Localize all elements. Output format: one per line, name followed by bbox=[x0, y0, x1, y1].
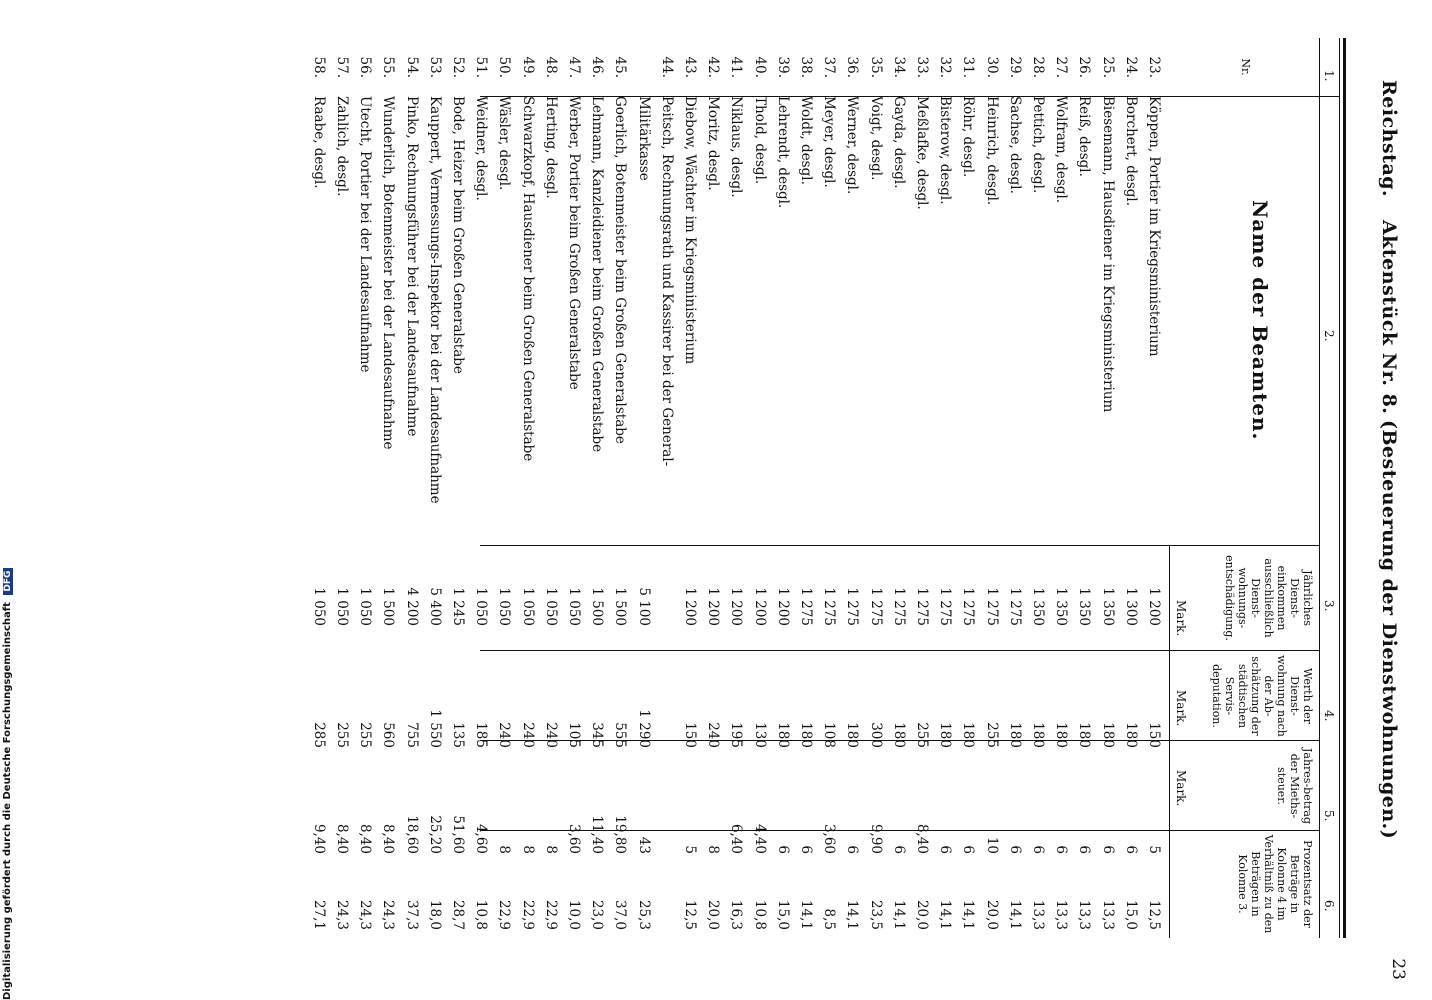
row-name: Gayda, desgl. bbox=[890, 96, 907, 189]
row-housing-value: 240 bbox=[496, 722, 513, 748]
row-rent-tax: 8,40 bbox=[357, 823, 374, 854]
row-housing-value: 180 bbox=[1076, 722, 1093, 748]
table-row bbox=[978, 38, 1000, 938]
row-name: Moritz, desgl. bbox=[705, 96, 722, 191]
row-income: 1 050 bbox=[310, 587, 327, 626]
table-row bbox=[954, 38, 976, 938]
table-row bbox=[1001, 38, 1023, 938]
row-percentage: 37,3 bbox=[403, 899, 420, 930]
row-percentage: 25,3 bbox=[635, 899, 652, 930]
col4-unit: Mark. bbox=[1174, 690, 1188, 727]
row-housing-value: 180 bbox=[937, 722, 954, 748]
table-row bbox=[1140, 38, 1162, 938]
row-percentage: 23,5 bbox=[867, 899, 884, 930]
row-rent-tax: 18,60 bbox=[403, 815, 420, 854]
row-rent-tax: 8 bbox=[542, 845, 559, 854]
row-percentage: 13,3 bbox=[1053, 899, 1070, 930]
row-housing-value: 180 bbox=[890, 722, 907, 748]
row-percentage: 12,5 bbox=[1146, 899, 1162, 930]
row-rent-tax: 6 bbox=[774, 845, 791, 854]
row-housing-value: 195 bbox=[728, 722, 745, 748]
table-row bbox=[560, 38, 582, 938]
row-income: 1 275 bbox=[821, 587, 838, 626]
table-row bbox=[490, 38, 512, 938]
row-rent-tax: 8 bbox=[705, 845, 722, 854]
column-number-4: 4. bbox=[1322, 710, 1336, 722]
row-number: 42. bbox=[705, 56, 722, 78]
row-income: 1 050 bbox=[519, 587, 536, 626]
row-rent-tax: 8,40 bbox=[914, 823, 930, 854]
row-rent-tax: 6 bbox=[798, 845, 814, 854]
row-rent-tax: 8 bbox=[496, 845, 513, 854]
row-percentage: 14,1 bbox=[798, 899, 814, 930]
row-number: 41. bbox=[728, 56, 745, 78]
document-title: Aktenstück Nr. 8. bbox=[1378, 220, 1400, 415]
row-rent-tax: 19,80 bbox=[612, 815, 629, 854]
row-rent-tax: 6 bbox=[844, 845, 861, 854]
table-row bbox=[467, 38, 489, 938]
row-rent-tax: 5 bbox=[682, 845, 698, 854]
row-number: 31. bbox=[960, 56, 977, 78]
row-housing-value: 555 bbox=[612, 722, 629, 748]
row-income: 1 200 bbox=[682, 587, 698, 626]
row-income: 1 050 bbox=[473, 587, 490, 626]
row-name: Meyer, desgl. bbox=[821, 96, 838, 188]
row-housing-value: 180 bbox=[1122, 722, 1139, 748]
col4-header: Werth der Dienst-wohnung nach der Ab-schätzung der städtischen Servis-deputation. bbox=[1210, 655, 1314, 737]
column-number-6: 6. bbox=[1322, 900, 1336, 912]
row-rent-tax: 6 bbox=[1076, 845, 1093, 854]
row-percentage: 14,1 bbox=[937, 899, 954, 930]
row-name: Bode, Heizer beim Großen Generalstabe bbox=[450, 96, 466, 374]
row-name: Pettich, desgl. bbox=[1030, 96, 1046, 194]
row-housing-value: 180 bbox=[774, 722, 791, 748]
row-income: 1 275 bbox=[1006, 587, 1023, 626]
row-percentage: 24,3 bbox=[334, 899, 350, 930]
row-name: Peitsch, Rechnungsrath und Kassirer bei der General- bbox=[658, 96, 675, 467]
row-rent-tax: 6 bbox=[1122, 845, 1139, 854]
table-row bbox=[1047, 38, 1069, 938]
row-name: Lehrendt, desgl. bbox=[774, 96, 791, 209]
row-rent-tax: 6 bbox=[960, 845, 977, 854]
row-number: 43. bbox=[682, 56, 698, 78]
row-housing-value: 255 bbox=[983, 722, 1000, 748]
row-income: 1 300 bbox=[1122, 587, 1139, 626]
row-name: Sachse, desgl. bbox=[1006, 96, 1023, 194]
row-percentage: 18,0 bbox=[426, 899, 443, 930]
row-housing-value: 135 bbox=[450, 722, 466, 748]
dfg-logo: DFG bbox=[3, 568, 13, 595]
row-number: 32. bbox=[937, 56, 954, 78]
row-percentage: 22,9 bbox=[496, 899, 513, 930]
row-income: 5 100 bbox=[635, 587, 652, 626]
row-number: 24. bbox=[1122, 56, 1139, 78]
row-income: 1 275 bbox=[844, 587, 861, 626]
table-row bbox=[746, 38, 768, 938]
row-number: 27. bbox=[1053, 56, 1070, 78]
row-number: 37. bbox=[821, 56, 838, 78]
row-name: Raabe, desgl. bbox=[310, 96, 327, 189]
row-percentage: 24,3 bbox=[357, 899, 374, 930]
row-number: 33. bbox=[914, 56, 930, 78]
row-rent-tax: 11,40 bbox=[589, 815, 606, 854]
table-row bbox=[699, 38, 721, 938]
row-name: Lehmann, Kanzleidiener beim Großen Generalstabe bbox=[589, 96, 606, 453]
row-income: 1 050 bbox=[334, 587, 350, 626]
row-income: 1 275 bbox=[960, 587, 977, 626]
row-percentage: 24,3 bbox=[380, 899, 397, 930]
row-percentage: 13,3 bbox=[1099, 899, 1116, 930]
row-income: 1 275 bbox=[983, 587, 1000, 626]
row-percentage: 20,0 bbox=[914, 899, 930, 930]
table-row bbox=[862, 38, 884, 938]
row-name: Reiß, desgl. bbox=[1076, 96, 1093, 177]
row-name: Wunderlich, Botenmeister bei der Landesaufnahme bbox=[380, 96, 397, 450]
row-percentage: 15,0 bbox=[1122, 899, 1139, 930]
row-percentage: 23,0 bbox=[589, 899, 606, 930]
row-name: Niklaus, desgl. bbox=[728, 96, 745, 198]
row-housing-value: 285 bbox=[310, 722, 327, 748]
column-number-5: 5. bbox=[1322, 810, 1336, 822]
row-number: 39. bbox=[774, 56, 791, 78]
row-number: 58. bbox=[310, 56, 327, 78]
row-housing-value: 180 bbox=[1099, 722, 1116, 748]
row-income: 1 200 bbox=[774, 587, 791, 626]
row-percentage: 10,8 bbox=[751, 899, 768, 930]
table-row bbox=[1024, 38, 1046, 938]
row-housing-value: 755 bbox=[403, 722, 420, 748]
document-subject: (Besteuerung der Dienstwohnungen.) bbox=[1378, 420, 1400, 840]
row-housing-value: 180 bbox=[844, 722, 861, 748]
row-income: 1 350 bbox=[1053, 587, 1070, 626]
row-income: 1 500 bbox=[589, 587, 606, 626]
col5-header: Jahres-betrag der Mieths-steuer. bbox=[1275, 747, 1314, 824]
row-rent-tax: 6 bbox=[890, 845, 907, 854]
row-number: 28. bbox=[1030, 56, 1046, 78]
page-number: 23 bbox=[1388, 958, 1408, 980]
table-row bbox=[676, 38, 698, 938]
row-rent-tax: 8,40 bbox=[334, 823, 350, 854]
row-name: Meßlafke, desgl. bbox=[914, 96, 930, 210]
row-number: 51. bbox=[473, 56, 490, 78]
row-number: 35. bbox=[867, 56, 884, 78]
column-number-2: 2. bbox=[1322, 330, 1336, 342]
row-housing-value: 255 bbox=[914, 722, 930, 748]
row-housing-value: 185 bbox=[473, 722, 490, 748]
row-number: 57. bbox=[334, 56, 350, 78]
row-number: 25. bbox=[1099, 56, 1116, 78]
row-name: Herting, desgl. bbox=[542, 96, 559, 199]
table-row bbox=[1094, 38, 1116, 938]
table-row bbox=[815, 38, 837, 938]
table-row bbox=[537, 38, 559, 938]
row-number: 56. bbox=[357, 56, 374, 78]
row-number: 46. bbox=[589, 56, 606, 78]
row-percentage: 12,5 bbox=[682, 899, 698, 930]
row-housing-value: 150 bbox=[1146, 722, 1162, 748]
table-row bbox=[838, 38, 860, 938]
row-income: 1 275 bbox=[914, 587, 930, 626]
row-percentage: 15,0 bbox=[774, 899, 791, 930]
row-income: 1 275 bbox=[867, 587, 884, 626]
col6-header: Prozentsatz der Beträge in Kolonne 4 im Verhältniß zu den Beträgen in Kolonne 3. bbox=[1236, 834, 1314, 934]
row-income: 1 245 bbox=[450, 587, 466, 626]
table-row bbox=[421, 38, 443, 938]
row-name: Köppen, Portier im Kriegsministerium bbox=[1146, 96, 1162, 357]
row-housing-value: 1 290 bbox=[635, 709, 652, 748]
row-number: 40. bbox=[751, 56, 768, 78]
row-rent-tax: 6 bbox=[1053, 845, 1070, 854]
row-rent-tax: 9,90 bbox=[867, 823, 884, 854]
row-housing-value: 180 bbox=[1053, 722, 1070, 748]
row-number: 30. bbox=[983, 56, 1000, 78]
row-name: Utecht, Portier bei der Landesaufnahme bbox=[357, 96, 374, 373]
row-percentage: 37,0 bbox=[612, 899, 629, 930]
col3-header: Jährliches Dienst-einkommen ausschließlich Dienst-wohnungs-entschädigung. bbox=[1223, 555, 1314, 641]
row-income: 1 275 bbox=[890, 587, 907, 626]
row-number: 52. bbox=[450, 56, 466, 78]
row-name: Borchert, desgl. bbox=[1122, 96, 1139, 207]
chamber-title: Reichstag. bbox=[1378, 80, 1400, 198]
row-rent-tax: 4,60 bbox=[473, 823, 490, 854]
credit-text: Digitalisierung gefördert durch die Deutsche Forschungsgemeinschaft bbox=[2, 602, 13, 1000]
row-number: 44. bbox=[658, 56, 675, 78]
row-housing-value: 150 bbox=[682, 722, 698, 748]
col3-unit: Mark. bbox=[1174, 600, 1188, 637]
row-name: Militärkasse bbox=[635, 96, 652, 181]
row-income: 1 200 bbox=[751, 587, 768, 626]
row-housing-value: 180 bbox=[798, 722, 814, 748]
row-income: 1 200 bbox=[1146, 587, 1162, 626]
table-row bbox=[630, 38, 652, 938]
row-name: Voigt, desgl. bbox=[867, 96, 884, 181]
row-rent-tax: 6 bbox=[1099, 845, 1116, 854]
table-row bbox=[514, 38, 536, 938]
row-housing-value: 255 bbox=[334, 722, 350, 748]
row-name: Zahlich, desgl. bbox=[334, 96, 350, 197]
row-income: 1 050 bbox=[542, 587, 559, 626]
table-row bbox=[606, 38, 628, 938]
row-name: Goerlich, Botenmeister beim Großen Generalstabe bbox=[612, 96, 629, 444]
row-percentage: 27,1 bbox=[310, 899, 327, 930]
row-percentage: 14,1 bbox=[960, 899, 977, 930]
column-number-1: 1. bbox=[1322, 70, 1336, 82]
table-row bbox=[398, 38, 420, 938]
row-income: 4 200 bbox=[403, 587, 420, 626]
row-income: 1 500 bbox=[380, 587, 397, 626]
row-number: 38. bbox=[798, 56, 814, 78]
col1-header: Nr. bbox=[1239, 58, 1252, 76]
row-housing-value: 255 bbox=[357, 722, 374, 748]
row-housing-value: 240 bbox=[705, 722, 722, 748]
row-percentage: 16,3 bbox=[728, 899, 745, 930]
row-number: 50. bbox=[496, 56, 513, 78]
col2-header: Name der Beamten. bbox=[1248, 200, 1272, 441]
table-row bbox=[769, 38, 791, 938]
row-number: 49. bbox=[519, 56, 536, 78]
row-rent-tax: 10 bbox=[983, 836, 1000, 854]
row-housing-value: 130 bbox=[751, 722, 768, 748]
row-rent-tax: 6 bbox=[937, 845, 954, 854]
column-number-3: 3. bbox=[1322, 600, 1336, 612]
row-number: 54. bbox=[403, 56, 420, 78]
table-row bbox=[885, 38, 907, 938]
row-number: 53. bbox=[426, 56, 443, 78]
table-row bbox=[351, 38, 373, 938]
row-percentage: 14,1 bbox=[890, 899, 907, 930]
row-percentage: 20,0 bbox=[983, 899, 1000, 930]
row-name: Wolfram, desgl. bbox=[1053, 96, 1070, 204]
row-number: 48. bbox=[542, 56, 559, 78]
row-name: Woldt, desgl. bbox=[798, 96, 814, 185]
table-row bbox=[1070, 38, 1092, 938]
row-rent-tax: 6 bbox=[1006, 845, 1023, 854]
row-income: 1 050 bbox=[496, 587, 513, 626]
row-number: 34. bbox=[890, 56, 907, 78]
row-percentage: 14,1 bbox=[844, 899, 861, 930]
row-income: 1 050 bbox=[566, 587, 582, 626]
header-rule bbox=[1319, 38, 1320, 938]
row-rent-tax: 8,40 bbox=[380, 823, 397, 854]
row-income: 1 050 bbox=[357, 587, 374, 626]
table-row bbox=[583, 38, 605, 938]
row-name: Pinko, Rechnungsführer bei der Landesaufnahme bbox=[403, 96, 420, 437]
row-housing-value: 240 bbox=[519, 722, 536, 748]
row-name: Bisterow, desgl. bbox=[937, 96, 954, 205]
row-number: 47. bbox=[566, 56, 582, 78]
row-percentage: 28,7 bbox=[450, 899, 466, 930]
row-housing-value: 180 bbox=[1006, 722, 1023, 748]
row-rent-tax: 6,40 bbox=[728, 823, 745, 854]
row-number: 29. bbox=[1006, 56, 1023, 78]
row-name: Werner, desgl. bbox=[844, 96, 861, 195]
row-percentage: 8,5 bbox=[821, 908, 838, 930]
col5-unit: Mark. bbox=[1174, 770, 1188, 807]
row-rent-tax: 9,40 bbox=[310, 823, 327, 854]
table-row bbox=[722, 38, 744, 938]
row-income: 1 275 bbox=[798, 587, 814, 626]
row-housing-value: 1 550 bbox=[426, 709, 443, 748]
table-row bbox=[1117, 38, 1139, 938]
row-housing-value: 300 bbox=[867, 722, 884, 748]
row-rent-tax: 4,40 bbox=[751, 823, 768, 854]
row-income: 1 350 bbox=[1030, 587, 1046, 626]
row-rent-tax: 5 bbox=[1146, 845, 1162, 854]
table-top-rule-thin bbox=[1339, 38, 1340, 938]
table-row bbox=[792, 38, 814, 938]
row-name: Weidner, desgl. bbox=[473, 96, 490, 201]
row-income: 1 350 bbox=[1076, 587, 1093, 626]
row-name: Heinrich, desgl. bbox=[983, 96, 1000, 206]
row-housing-value: 105 bbox=[566, 722, 582, 748]
row-housing-value: 345 bbox=[589, 722, 606, 748]
table-row bbox=[653, 38, 675, 938]
row-housing-value: 180 bbox=[1030, 722, 1046, 748]
row-rent-tax: 51,60 bbox=[450, 815, 466, 854]
row-income: 1 275 bbox=[937, 587, 954, 626]
row-rent-tax: 25,20 bbox=[426, 815, 443, 854]
row-housing-value: 560 bbox=[380, 722, 397, 748]
table-top-rule bbox=[1343, 38, 1346, 938]
row-percentage: 10,0 bbox=[566, 899, 582, 930]
row-percentage: 13,3 bbox=[1030, 899, 1046, 930]
table-row bbox=[374, 38, 396, 938]
row-rent-tax: 3,60 bbox=[566, 823, 582, 854]
page-header bbox=[1370, 20, 1410, 980]
header-rule-right bbox=[1169, 545, 1170, 938]
row-percentage: 22,9 bbox=[519, 899, 536, 930]
row-number: 45. bbox=[612, 56, 629, 78]
row-name: Werber, Portier beim Großen Generalstabe bbox=[566, 96, 582, 390]
row-name: Biesemann, Hausdiener im Kriegsministerium bbox=[1099, 96, 1116, 413]
row-number: 23. bbox=[1146, 56, 1162, 78]
row-name: Diebow, Wächter im Kriegsministerium bbox=[682, 96, 698, 365]
row-name: Thold, desgl. bbox=[751, 96, 768, 185]
row-percentage: 22,9 bbox=[542, 899, 559, 930]
table-row bbox=[444, 38, 466, 938]
row-name: Wäsler, desgl. bbox=[496, 96, 513, 191]
row-number: 55. bbox=[380, 56, 397, 78]
row-rent-tax: 8 bbox=[519, 845, 536, 854]
row-percentage: 10,8 bbox=[473, 899, 490, 930]
row-income: 1 350 bbox=[1099, 587, 1116, 626]
row-percentage: 20,0 bbox=[705, 899, 722, 930]
row-rent-tax: 43 bbox=[635, 836, 652, 854]
row-income: 1 200 bbox=[728, 587, 745, 626]
row-percentage: 13,3 bbox=[1076, 899, 1093, 930]
row-income: 1 500 bbox=[612, 587, 629, 626]
row-rent-tax: 6 bbox=[1030, 845, 1046, 854]
row-percentage: 14,1 bbox=[1006, 899, 1023, 930]
row-housing-value: 108 bbox=[821, 722, 838, 748]
row-name: Schwarzkopf, Hausdiener beim Großen Generalstabe bbox=[519, 96, 536, 462]
table-row bbox=[305, 38, 327, 938]
row-number: 36. bbox=[844, 56, 861, 78]
row-housing-value: 240 bbox=[542, 722, 559, 748]
table-row bbox=[908, 38, 930, 938]
row-name: Kauppert, Vermessungs-Inspektor bei der Landesaufnahme bbox=[426, 96, 443, 504]
table-row bbox=[328, 38, 350, 938]
row-income: 1 200 bbox=[705, 587, 722, 626]
row-income: 5 400 bbox=[426, 587, 443, 626]
table-row bbox=[931, 38, 953, 938]
row-number: 26. bbox=[1076, 56, 1093, 78]
row-rent-tax: 3,60 bbox=[821, 823, 838, 854]
row-name: Röhr, desgl. bbox=[960, 96, 977, 178]
row-housing-value: 180 bbox=[960, 722, 977, 748]
